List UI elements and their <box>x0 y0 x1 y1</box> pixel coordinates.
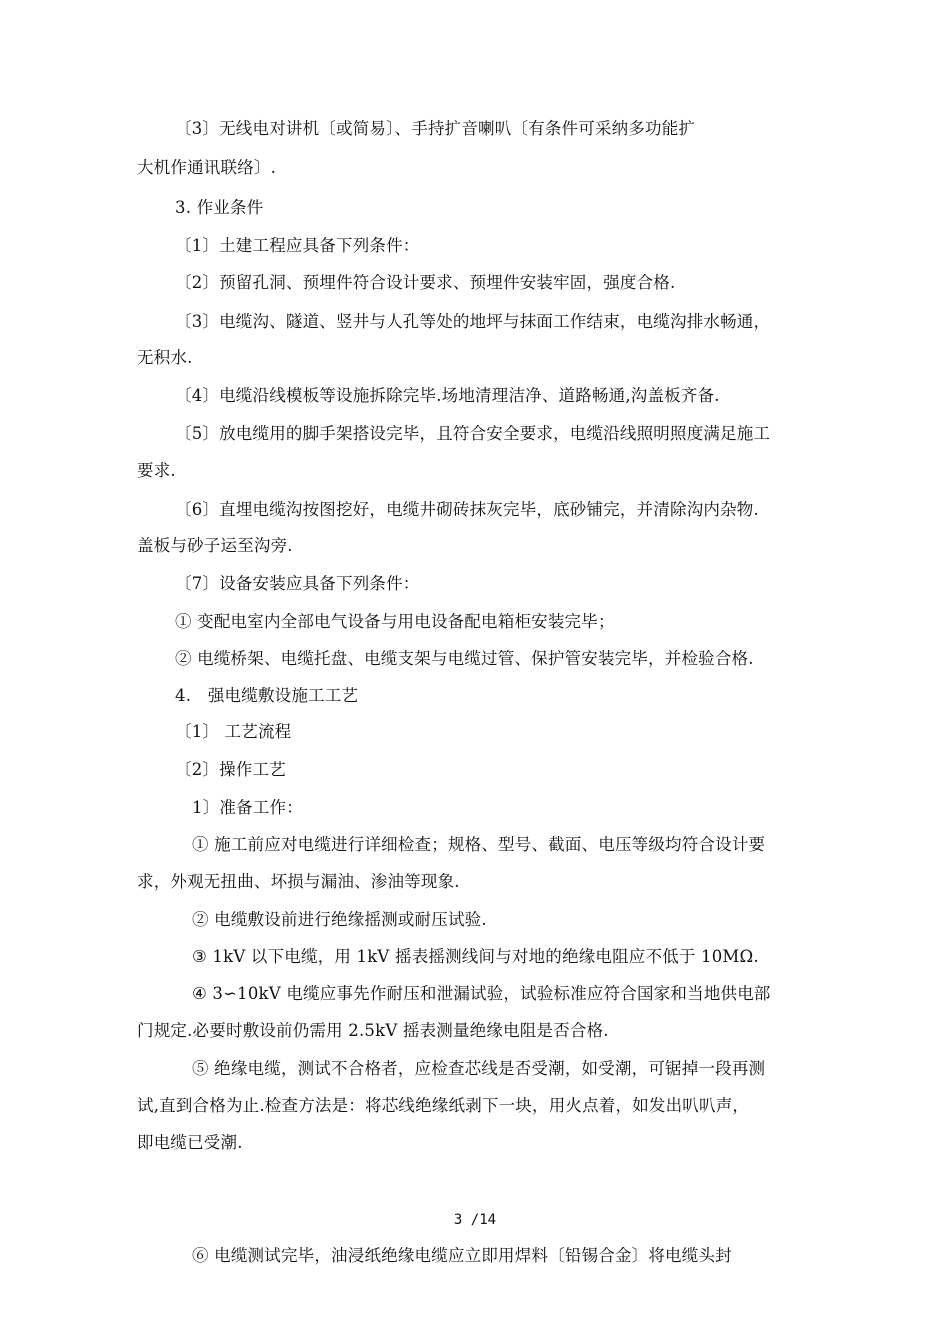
text-line-12: 盖板与砂子运至沟旁. <box>137 536 293 555</box>
text-line-25: 门规定.必要时敷设前仍需用 2.5kV 摇表测量绝缘电阻是否合格. <box>137 1021 609 1040</box>
text-line-8: 〔4〕电缆沿线模板等设施拆除完毕.场地清理洁净、道路畅通,沟盖板齐备. <box>175 386 720 405</box>
text-line-28: 即电缆已受潮. <box>137 1133 243 1152</box>
text-line-14: ① 变配电室内全部电气设备与用电设备配电箱柜安装完毕； <box>175 612 615 631</box>
section-heading-3: 3. 作业条件 <box>175 198 264 217</box>
text-line-7: 无积水. <box>137 348 193 367</box>
text-line-5: 〔2〕预留孔洞、预埋件符合设计要求、预埋件安装牢固，强度合格. <box>175 273 676 292</box>
text-line-17: 〔1〕 工艺流程 <box>175 722 292 741</box>
text-line-2: 大机作通讯联络〕. <box>137 158 277 177</box>
text-line-11: 〔6〕直埋电缆沟按图挖好，电缆井砌砖抹灰完毕，底砂铺完，并清除沟内杂物. <box>175 500 759 519</box>
section-heading-4: 4. 强电缆敷设施工工艺 <box>175 686 359 705</box>
text-line-1: 〔3〕无线电对讲机〔或简易〕、手持扩音喇叭〔有条件可采纳多功能扩 <box>175 119 696 138</box>
text-line-6: 〔3〕电缆沟、隧道、竖井与人孔等处的地坪与抹面工作结束，电缆沟排水畅通， <box>175 312 771 331</box>
text-line-19: 1〕准备工作： <box>192 798 303 817</box>
text-line-4: 〔1〕土建工程应具备下列条件： <box>175 236 420 255</box>
text-line-26: ⑤ 绝缘电缆，测试不合格者，应检查芯线是否受潮，如受潮，可锯掉一段再测 <box>192 1059 766 1078</box>
text-line-9: 〔5〕放电缆用的脚手架搭设完毕，且符合安全要求，电缆沿线照明照度满足施工 <box>175 424 771 443</box>
text-line-10: 要求. <box>137 461 176 480</box>
text-line-15: ② 电缆桥架、电缆托盘、电缆支架与电缆过管、保护管安装完毕，并检验合格. <box>175 649 754 668</box>
text-line-20: ① 施工前应对电缆进行详细检查；规格、型号、截面、电压等级均符合设计要 <box>192 835 766 854</box>
text-line-23: ③ 1kV 以下电缆，用 1kV 摇表摇测线间与对地的绝缘电阻应不低于 10MΩ. <box>192 947 759 966</box>
page-number: 3 /14 <box>453 1212 497 1228</box>
text-line-18: 〔2〕操作工艺 <box>175 760 286 779</box>
text-line-27: 试,直到合格为止.检查方法是：将芯线绝缘纸剥下一块，用火点着，如发出叭叭声， <box>137 1096 750 1115</box>
text-line-24: ④ 3∽10kV 电缆应事先作耐压和泄漏试验，试验标准应符合国家和当地供电部 <box>192 984 771 1003</box>
text-line-29: ⑥ 电缆测试完毕，油浸纸绝缘电缆应立即用焊料〔铅锡合金〕将电缆头封 <box>192 1246 732 1265</box>
text-line-13: 〔7〕设备安装应具备下列条件： <box>175 574 420 593</box>
text-line-21: 求，外观无扭曲、坏损与漏油、渗油等现象. <box>137 872 460 891</box>
text-line-22: ② 电缆敷设前进行绝缘摇测或耐压试验. <box>192 910 487 929</box>
